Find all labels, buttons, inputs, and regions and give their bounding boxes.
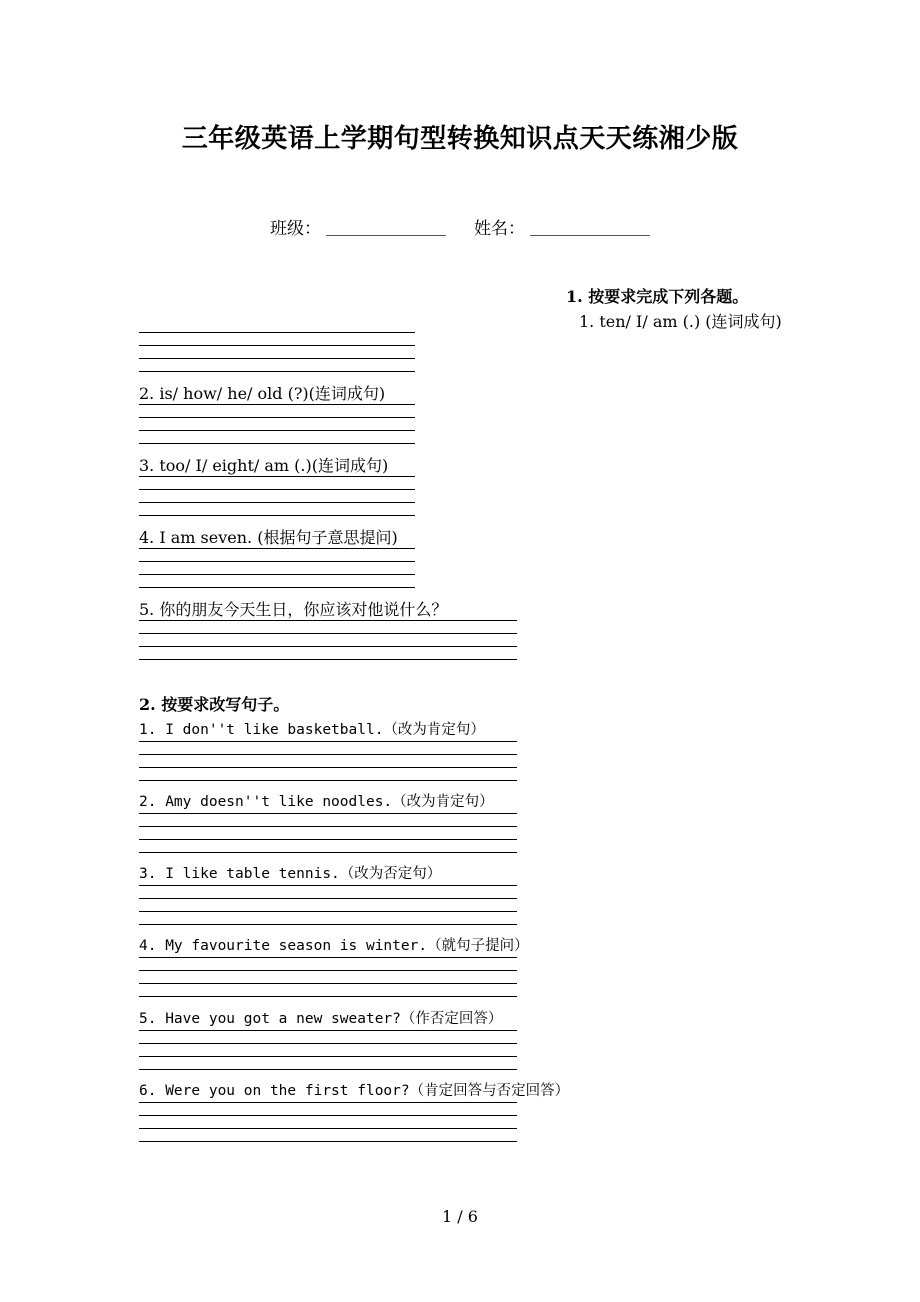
- answer-line[interactable]: [139, 767, 517, 768]
- answer-line[interactable]: [139, 515, 415, 516]
- answer-line[interactable]: [139, 957, 517, 958]
- class-label: 班级：: [270, 219, 321, 239]
- s1-question-3: 3. too/ I/ eight/ am (.)(连词成句): [139, 456, 389, 475]
- answer-line[interactable]: [139, 983, 517, 984]
- name-label: 姓名：: [474, 219, 525, 239]
- section1-heading: 1. 按要求完成下列各题。: [566, 287, 749, 306]
- answer-line[interactable]: [139, 574, 415, 575]
- answer-line[interactable]: [139, 358, 415, 359]
- answer-line[interactable]: [139, 659, 517, 660]
- answer-line[interactable]: [139, 489, 415, 490]
- answer-line[interactable]: [139, 1141, 517, 1142]
- answer-line[interactable]: [139, 839, 517, 840]
- answer-line[interactable]: [139, 345, 415, 346]
- s1-question-5: 5. 你的朋友今天生日，你应该对他说什么？: [139, 600, 448, 619]
- answer-line[interactable]: [139, 548, 415, 549]
- name-blank[interactable]: [530, 235, 650, 236]
- answer-line[interactable]: [139, 911, 517, 912]
- s2-question-3: 3. I like table tennis.（改为否定句）: [139, 866, 442, 882]
- s2-question-5: 5. Have you got a new sweater?（作否定回答）: [139, 1011, 503, 1027]
- answer-line[interactable]: [139, 885, 517, 886]
- answer-line[interactable]: [139, 1128, 517, 1129]
- s2-question-4: 4. My favourite season is winter.（就句子提问）: [139, 938, 529, 954]
- page-number: 1 / 6: [442, 1207, 478, 1226]
- answer-line[interactable]: [139, 443, 415, 444]
- answer-line[interactable]: [139, 780, 517, 781]
- answer-line[interactable]: [139, 754, 517, 755]
- answer-line[interactable]: [139, 898, 517, 899]
- answer-line[interactable]: [139, 633, 517, 634]
- class-blank[interactable]: [326, 235, 446, 236]
- s1-question-4: 4. I am seven. (根据句子意思提问): [139, 528, 398, 547]
- answer-line[interactable]: [139, 741, 517, 742]
- answer-line[interactable]: [139, 332, 415, 333]
- answer-line[interactable]: [139, 1030, 517, 1031]
- answer-line[interactable]: [139, 1069, 517, 1070]
- answer-line[interactable]: [139, 646, 517, 647]
- answer-line[interactable]: [139, 852, 517, 853]
- section2-heading: 2. 按要求改写句子。: [139, 695, 290, 714]
- answer-line[interactable]: [139, 1115, 517, 1116]
- answer-line[interactable]: [139, 476, 415, 477]
- answer-line[interactable]: [139, 417, 415, 418]
- answer-line[interactable]: [139, 502, 415, 503]
- answer-line[interactable]: [139, 996, 517, 997]
- answer-line[interactable]: [139, 970, 517, 971]
- answer-line[interactable]: [139, 430, 415, 431]
- s1-question-1: 1. ten/ I/ am (.) (连词成句): [579, 312, 782, 331]
- s1-question-2: 2. is/ how/ he/ old (?)(连词成句): [139, 384, 386, 403]
- answer-line[interactable]: [139, 813, 517, 814]
- document-title: 三年级英语上学期句型转换知识点天天练湘少版: [181, 124, 739, 154]
- answer-line[interactable]: [139, 561, 415, 562]
- s2-question-2: 2. Amy doesn''t like noodles.（改为肯定句）: [139, 794, 494, 810]
- answer-line[interactable]: [139, 826, 517, 827]
- answer-line[interactable]: [139, 371, 415, 372]
- answer-line[interactable]: [139, 620, 517, 621]
- answer-line[interactable]: [139, 587, 415, 588]
- answer-line[interactable]: [139, 1056, 517, 1057]
- answer-line[interactable]: [139, 924, 517, 925]
- answer-line[interactable]: [139, 1043, 517, 1044]
- answer-line[interactable]: [139, 1102, 517, 1103]
- s2-question-6: 6. Were you on the first floor?（肯定回答与否定回答）: [139, 1083, 570, 1099]
- answer-line[interactable]: [139, 404, 415, 405]
- s2-question-1: 1. I don''t like basketball.（改为肯定句）: [139, 722, 485, 738]
